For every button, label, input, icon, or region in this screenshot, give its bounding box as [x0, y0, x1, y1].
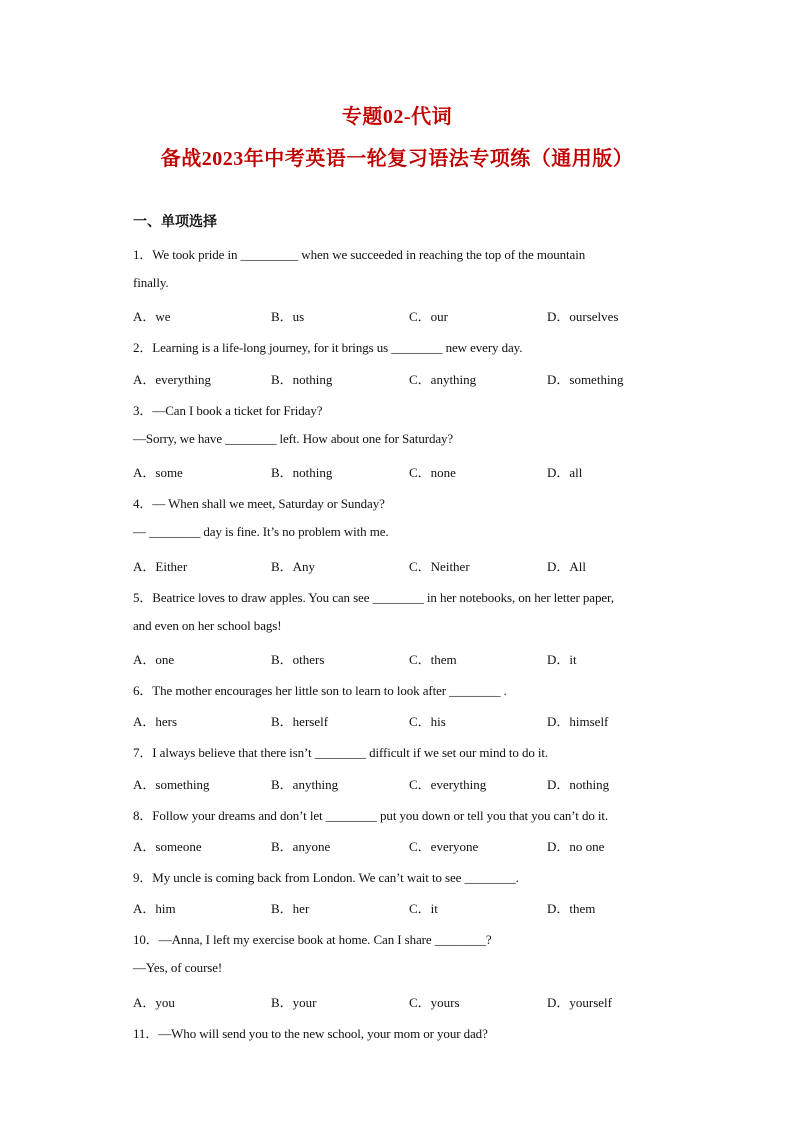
answer-option-c: C．Neither — [409, 558, 470, 574]
answer-option-d: D．ourselves — [547, 309, 619, 325]
answer-option-a: A．someone — [133, 838, 202, 854]
answer-option-c: C．everything — [409, 776, 487, 792]
answer-option-a: A．some — [133, 465, 183, 481]
question-stem: 2．Learning is a life-long journey, for it brings us ________ new every day. — [133, 340, 523, 356]
answer-option-d: D．All — [547, 558, 587, 574]
section-heading: 一、单项选择 — [133, 215, 217, 230]
answer-option-a: A．Either — [133, 558, 188, 574]
page-subtitle: 备战2023年中考英语一轮复习语法专项练（通用版） — [160, 148, 634, 170]
answer-option-a: A．hers — [133, 714, 178, 730]
answer-option-d: D．no one — [547, 838, 605, 854]
answer-option-b: B．her — [271, 901, 310, 917]
answer-option-d: D．nothing — [547, 776, 610, 792]
answer-option-b: B．others — [271, 651, 325, 667]
answer-option-b: B．nothing — [271, 465, 333, 481]
answer-option-a: A．everything — [133, 371, 211, 387]
answer-option-b: B．anyone — [271, 838, 331, 854]
answer-option-d: D．something — [547, 371, 624, 387]
answer-option-b: B．us — [271, 309, 305, 325]
question-stem: 8．Follow your dreams and don’t let ________ put you down or tell you that you can’t do it. — [133, 807, 609, 823]
question-stem: 11．—Who will send you to the new school, your mom or your dad? — [133, 1025, 488, 1041]
page-title: 专题02-代词 — [341, 106, 453, 128]
question-line: — ________ day is fine. It’s no problem with me. — [133, 524, 389, 540]
question-line: and even on her school bags! — [133, 617, 282, 633]
question-stem: 6．The mother encourages her little son to learn to look after ________ . — [133, 683, 507, 699]
answer-option-b: B．anything — [271, 776, 339, 792]
question-stem: 3．—Can I book a ticket for Friday? — [133, 402, 323, 418]
answer-option-d: D．them — [547, 901, 596, 917]
question-stem: 4．— When shall we meet, Saturday or Sunday? — [133, 496, 385, 512]
question-stem: 7．I always believe that there isn’t ________ difficult if we set our mind to do it. — [133, 745, 549, 761]
answer-option-b: B．nothing — [271, 371, 333, 387]
answer-option-c: C．everyone — [409, 838, 479, 854]
answer-option-a: A．you — [133, 994, 175, 1010]
question-stem: 10．—Anna, I left my exercise book at home. Can I share ________? — [133, 932, 492, 948]
answer-option-a: A．something — [133, 776, 210, 792]
answer-option-d: D．himself — [547, 714, 609, 730]
question-stem: 5．Beatrice loves to draw apples. You can see ________ in her notebooks, on her letter paper, — [133, 589, 614, 605]
answer-option-c: C．yours — [409, 994, 460, 1010]
question-line: finally. — [133, 275, 169, 291]
answer-option-d: D．all — [547, 465, 583, 481]
question-line: —Sorry, we have ________ left. How about one for Saturday? — [133, 430, 454, 446]
answer-option-b: B．Any — [271, 558, 316, 574]
answer-option-a: A．him — [133, 901, 176, 917]
answer-option-c: C．them — [409, 651, 457, 667]
answer-option-c: C．our — [409, 309, 449, 325]
answer-option-b: B．herself — [271, 714, 329, 730]
answer-option-c: C．his — [409, 714, 446, 730]
question-line: —Yes, of course! — [133, 960, 223, 976]
question-stem: 1．We took pride in _________ when we succeeded in reaching the top of the mountain — [133, 247, 586, 262]
answer-option-c: C．it — [409, 901, 438, 917]
answer-option-d: D．yourself — [547, 994, 612, 1010]
answer-option-d: D．it — [547, 651, 577, 667]
answer-option-c: C．anything — [409, 371, 477, 387]
question-stem: 9．My uncle is coming back from London. We can’t wait to see ________. — [133, 870, 519, 885]
answer-option-a: A．one — [133, 651, 175, 667]
answer-option-c: C．none — [409, 465, 456, 481]
answer-option-a: A．we — [133, 309, 171, 325]
answer-option-b: B．your — [271, 994, 317, 1010]
